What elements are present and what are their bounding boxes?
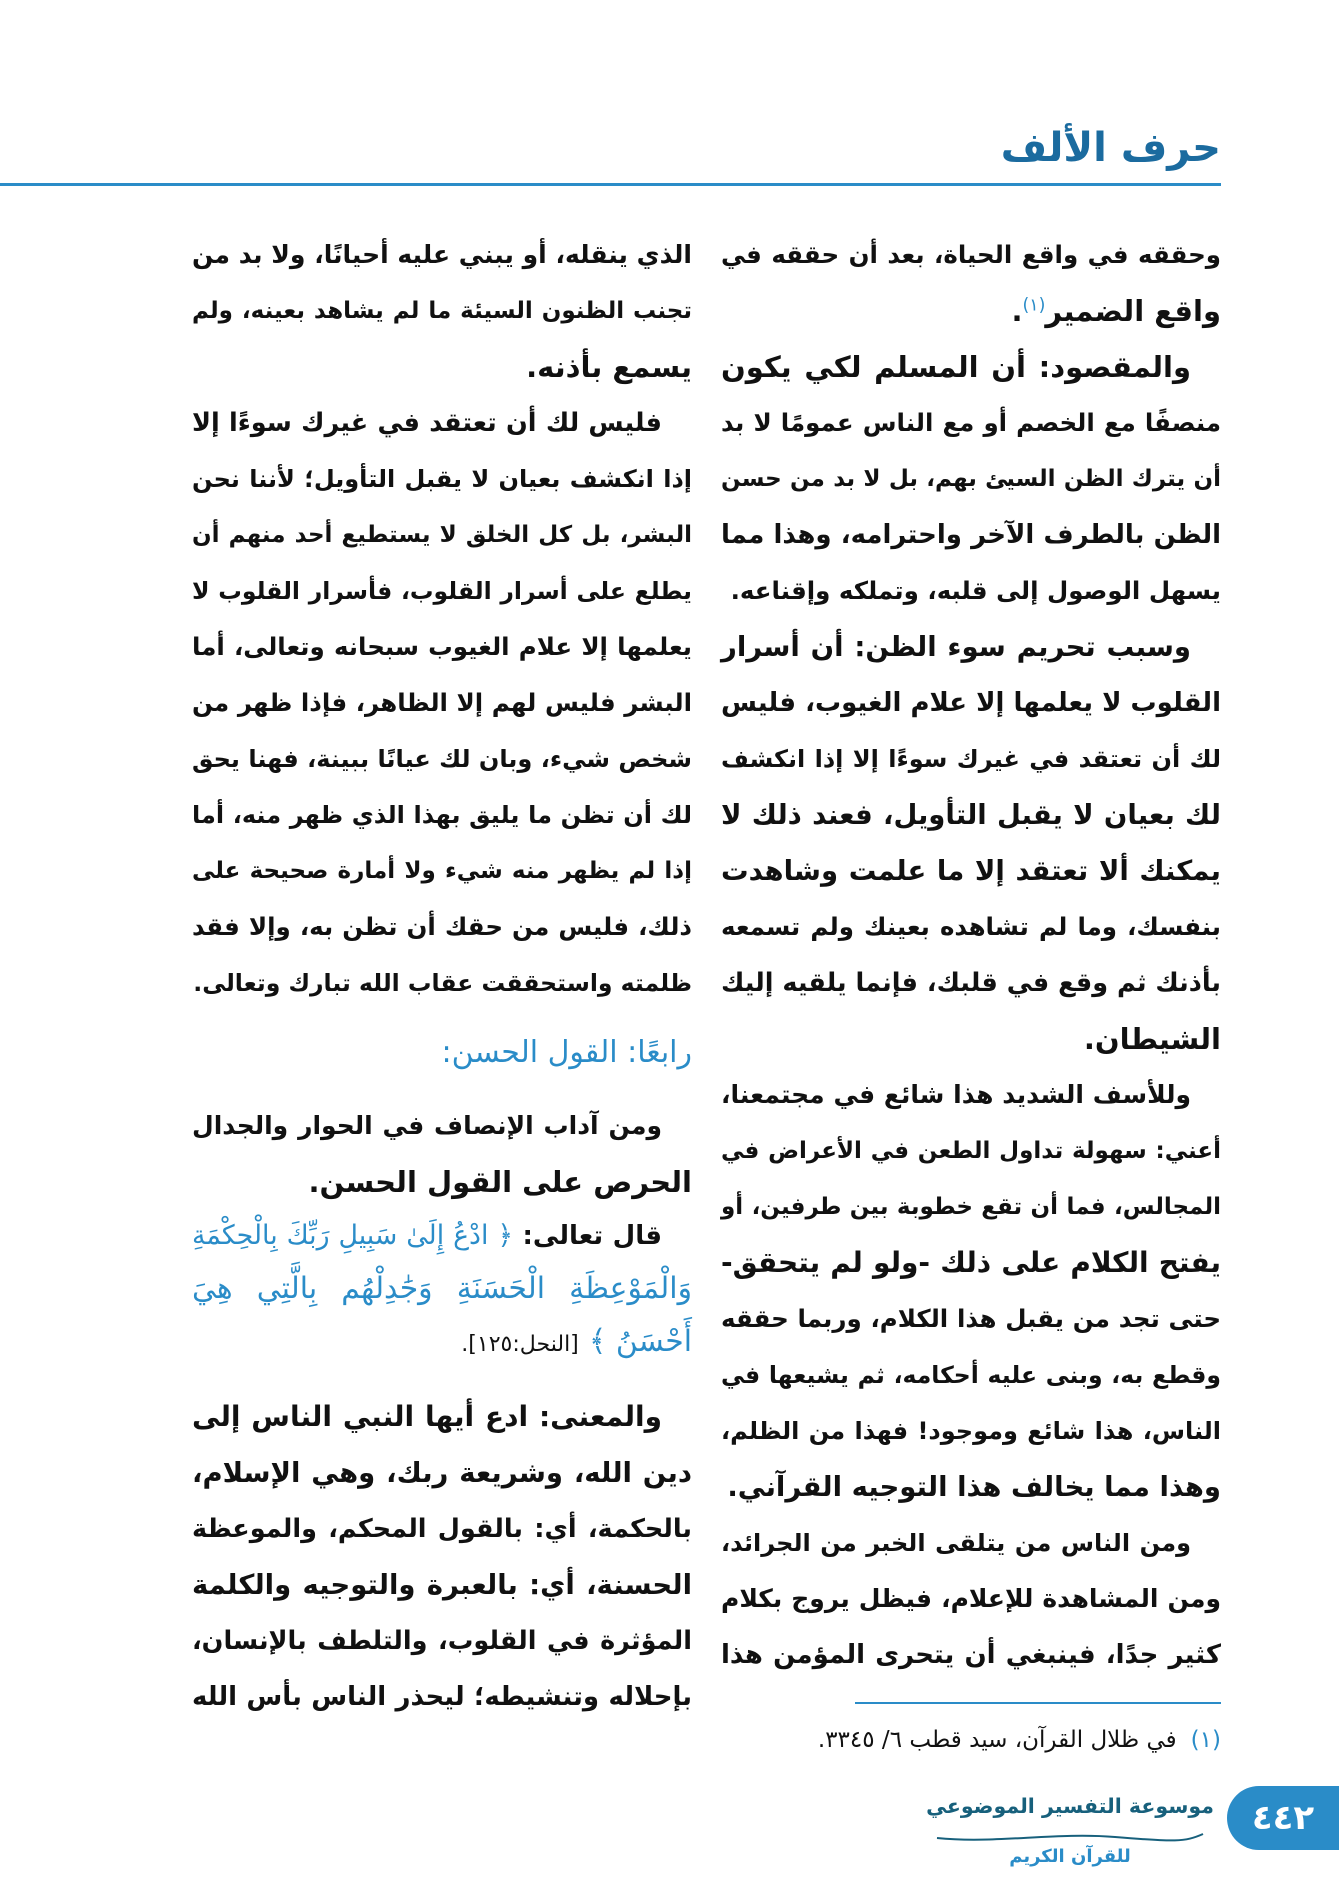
body-text-line: وحققه في واقع الحياة، بعد أن حققه في xyxy=(721,240,1221,269)
body-text-line: دين الله، وشريعة ربك، وهي الإسلام، xyxy=(192,1457,692,1489)
body-text-line: لك بعيان لا يقبل التأويل، فعند ذلك لا xyxy=(721,799,1221,831)
body-text-line xyxy=(721,283,1221,339)
body-text-line: الظن بالطرف الآخر واحترامه، وهذا مما xyxy=(721,520,1221,550)
body-text-line: يسمع بأذنه. xyxy=(526,350,692,384)
body-text-line: الذي ينقله، أو يبني عليه أحيانًا، ولا بد من xyxy=(192,240,692,269)
verse-text: وَالْمَوْعِظَةِ الْحَسَنَةِ وَجَٰدِلْهُم بِالَّتِي هِيَ xyxy=(192,1271,692,1306)
body-text-line: يسهل الوصول إلى قلبه، وتملكه وإقناعه. xyxy=(730,576,1221,605)
footnote-marker: (١) xyxy=(1190,1727,1221,1753)
body-text-line: إذا لم يظهر منه شيء ولا أمارة صحيحة على xyxy=(192,858,692,884)
body-text-line: بأذنك ثم وقع في قلبك، فإنما يلقيه إليك xyxy=(721,968,1221,998)
body-text-line: ظلمته واستحققت عقاب الله تبارك وتعالى. xyxy=(193,969,692,997)
body-text-line: فليس لك أن تعتقد في غيرك سوءًا إلا xyxy=(192,408,662,438)
quran-verse-line xyxy=(192,1315,692,1371)
header-rule xyxy=(0,183,1221,186)
body-text-line: يمكنك ألا تعتقد إلا ما علمت وشاهدت xyxy=(721,855,1221,887)
body-text-line: البشر فليس لهم إلا الظاهر، فإذا ظهر من xyxy=(192,688,692,717)
left-column xyxy=(192,227,692,1725)
body-text-line: ومن الناس من يتلقى الخبر من الجرائد، xyxy=(721,1529,1191,1557)
right-column xyxy=(721,227,1221,1683)
body-text-line: يعلمها إلا علام الغيوب سبحانه وتعالى، أما xyxy=(192,632,692,661)
body-text-line: إذا انكشف بعيان لا يقبل التأويل؛ لأننا نحن xyxy=(192,465,692,493)
body-text-line: القلوب لا يعلمها إلا علام الغيوب، فليس xyxy=(721,688,1221,718)
running-header-title: حرف الألف xyxy=(1000,125,1221,171)
body-text-punctuation: . xyxy=(1011,294,1023,328)
body-text-line: المجالس، فما أن تقع خطوبة بين طرفين، أو xyxy=(721,1194,1221,1220)
logo-title: موسوعة التفسير الموضوعي xyxy=(926,1794,1214,1818)
body-text-line: والمقصود: أن المسلم لكي يكون xyxy=(721,350,1191,384)
verse-citation: [النحل:١٢٥]. xyxy=(461,1332,579,1357)
body-text-line: أن يترك الظن السيئ بهم، بل لا بد من حسن xyxy=(721,466,1221,492)
body-text-line: وسبب تحريم سوء الظن: أن أسرار xyxy=(721,631,1191,663)
body-text-line: الشيطان. xyxy=(1083,1022,1221,1056)
footnote-rule xyxy=(855,1702,1221,1704)
body-text-line: بنفسك، وما لم تشاهده بعينك ولم تسمعه xyxy=(721,912,1221,941)
body-text-line: وهذا مما يخالف هذا التوجيه القرآني. xyxy=(727,1471,1221,1503)
body-text-line: بالحكمة، أي: بالقول المحكم، والموعظة xyxy=(192,1514,692,1544)
body-text-line: الناس، هذا شائع وموجود! فهذا من الظلم، xyxy=(721,1417,1221,1445)
page-number: ٤٤٢ xyxy=(1227,1786,1339,1850)
footnote-text: في ظلال القرآن، سيد قطب ٦/ ٣٣٤٥. xyxy=(817,1727,1177,1753)
body-text-line: بإحلاله وتنشيطه؛ ليحذر الناس بأس الله xyxy=(192,1682,692,1712)
quran-verse-line xyxy=(192,1262,692,1315)
verse-text: أَحْسَنُ ﴾ xyxy=(588,1324,692,1359)
footnote xyxy=(721,1718,1221,1762)
body-text-line: ومن آداب الإنصاف في الحوار والجدال xyxy=(192,1111,662,1140)
body-text-line: أعني: سهولة تداول الطعن في الأعراض في xyxy=(721,1138,1221,1164)
body-text-line: وللأسف الشديد هذا شائع في مجتمعنا، xyxy=(721,1080,1191,1109)
body-text-line: الحسنة، أي: بالعبرة والتوجيه والكلمة xyxy=(192,1569,692,1601)
body-text-line: وقطع به، وبنى عليه أحكامه، ثم يشيعها في xyxy=(721,1361,1221,1389)
verse-text: ﴿ ادْعُ إِلَىٰ سَبِيلِ رَبِّكَ بِالْحِكْمَةِ xyxy=(192,1220,514,1251)
verse-intro-text: قال تعالى: xyxy=(522,1221,662,1251)
body-text-line: المؤثرة في القلوب، والتلطف بالإنسان، xyxy=(192,1626,692,1656)
body-text-line: والمعنى: ادع أيها النبي الناس إلى xyxy=(192,1400,662,1433)
encyclopedia-logo xyxy=(925,1776,1215,1880)
body-text-line: يفتح الكلام على ذلك -ولو لم يتحقق- xyxy=(721,1246,1221,1279)
quran-verse-line xyxy=(192,1210,692,1262)
body-text-line: حتى تجد من يقبل هذا الكلام، وربما حققه xyxy=(721,1304,1221,1333)
body-text-line: كثير جدًا، فينبغي أن يتحرى المؤمن هذا xyxy=(721,1640,1221,1670)
body-text-line: لك أن تظن ما يليق بهذا الذي ظهر منه، أما xyxy=(192,801,692,829)
footnote-reference: (١) xyxy=(1022,295,1046,316)
body-text-line: الحرص على القول الحسن. xyxy=(308,1165,692,1199)
body-text-line: البشر، بل كل الخلق لا يستطيع أحد منهم أن xyxy=(192,522,692,548)
body-text-line: ومن المشاهدة للإعلام، فيظل يروج بكلام xyxy=(721,1584,1221,1613)
body-text-fragment: واقع الضمير xyxy=(1045,294,1221,328)
body-text-line: شخص شيء، وبان لك عيانًا ببينة، فهنا يحق xyxy=(192,745,692,773)
body-text-line: ذلك، فليس من حقك أن تظن به، وإلا فقد xyxy=(192,912,692,941)
section-heading: رابعًا: القول الحسن: xyxy=(441,1035,692,1070)
logo-subtitle: للقرآن الكريم xyxy=(1009,1846,1131,1867)
body-text-line: منصفًا مع الخصم أو مع الناس عمومًا لا بد xyxy=(721,408,1221,437)
body-text-line: تجنب الظنون السيئة ما لم يشاهد بعينه، ولم xyxy=(192,298,692,324)
body-text-line: لك أن تعتقد في غيرك سوءًا إلا إذا انكشف xyxy=(721,745,1221,773)
body-text-line: يطلع على أسرار القلوب، فأسرار القلوب لا xyxy=(192,577,692,605)
